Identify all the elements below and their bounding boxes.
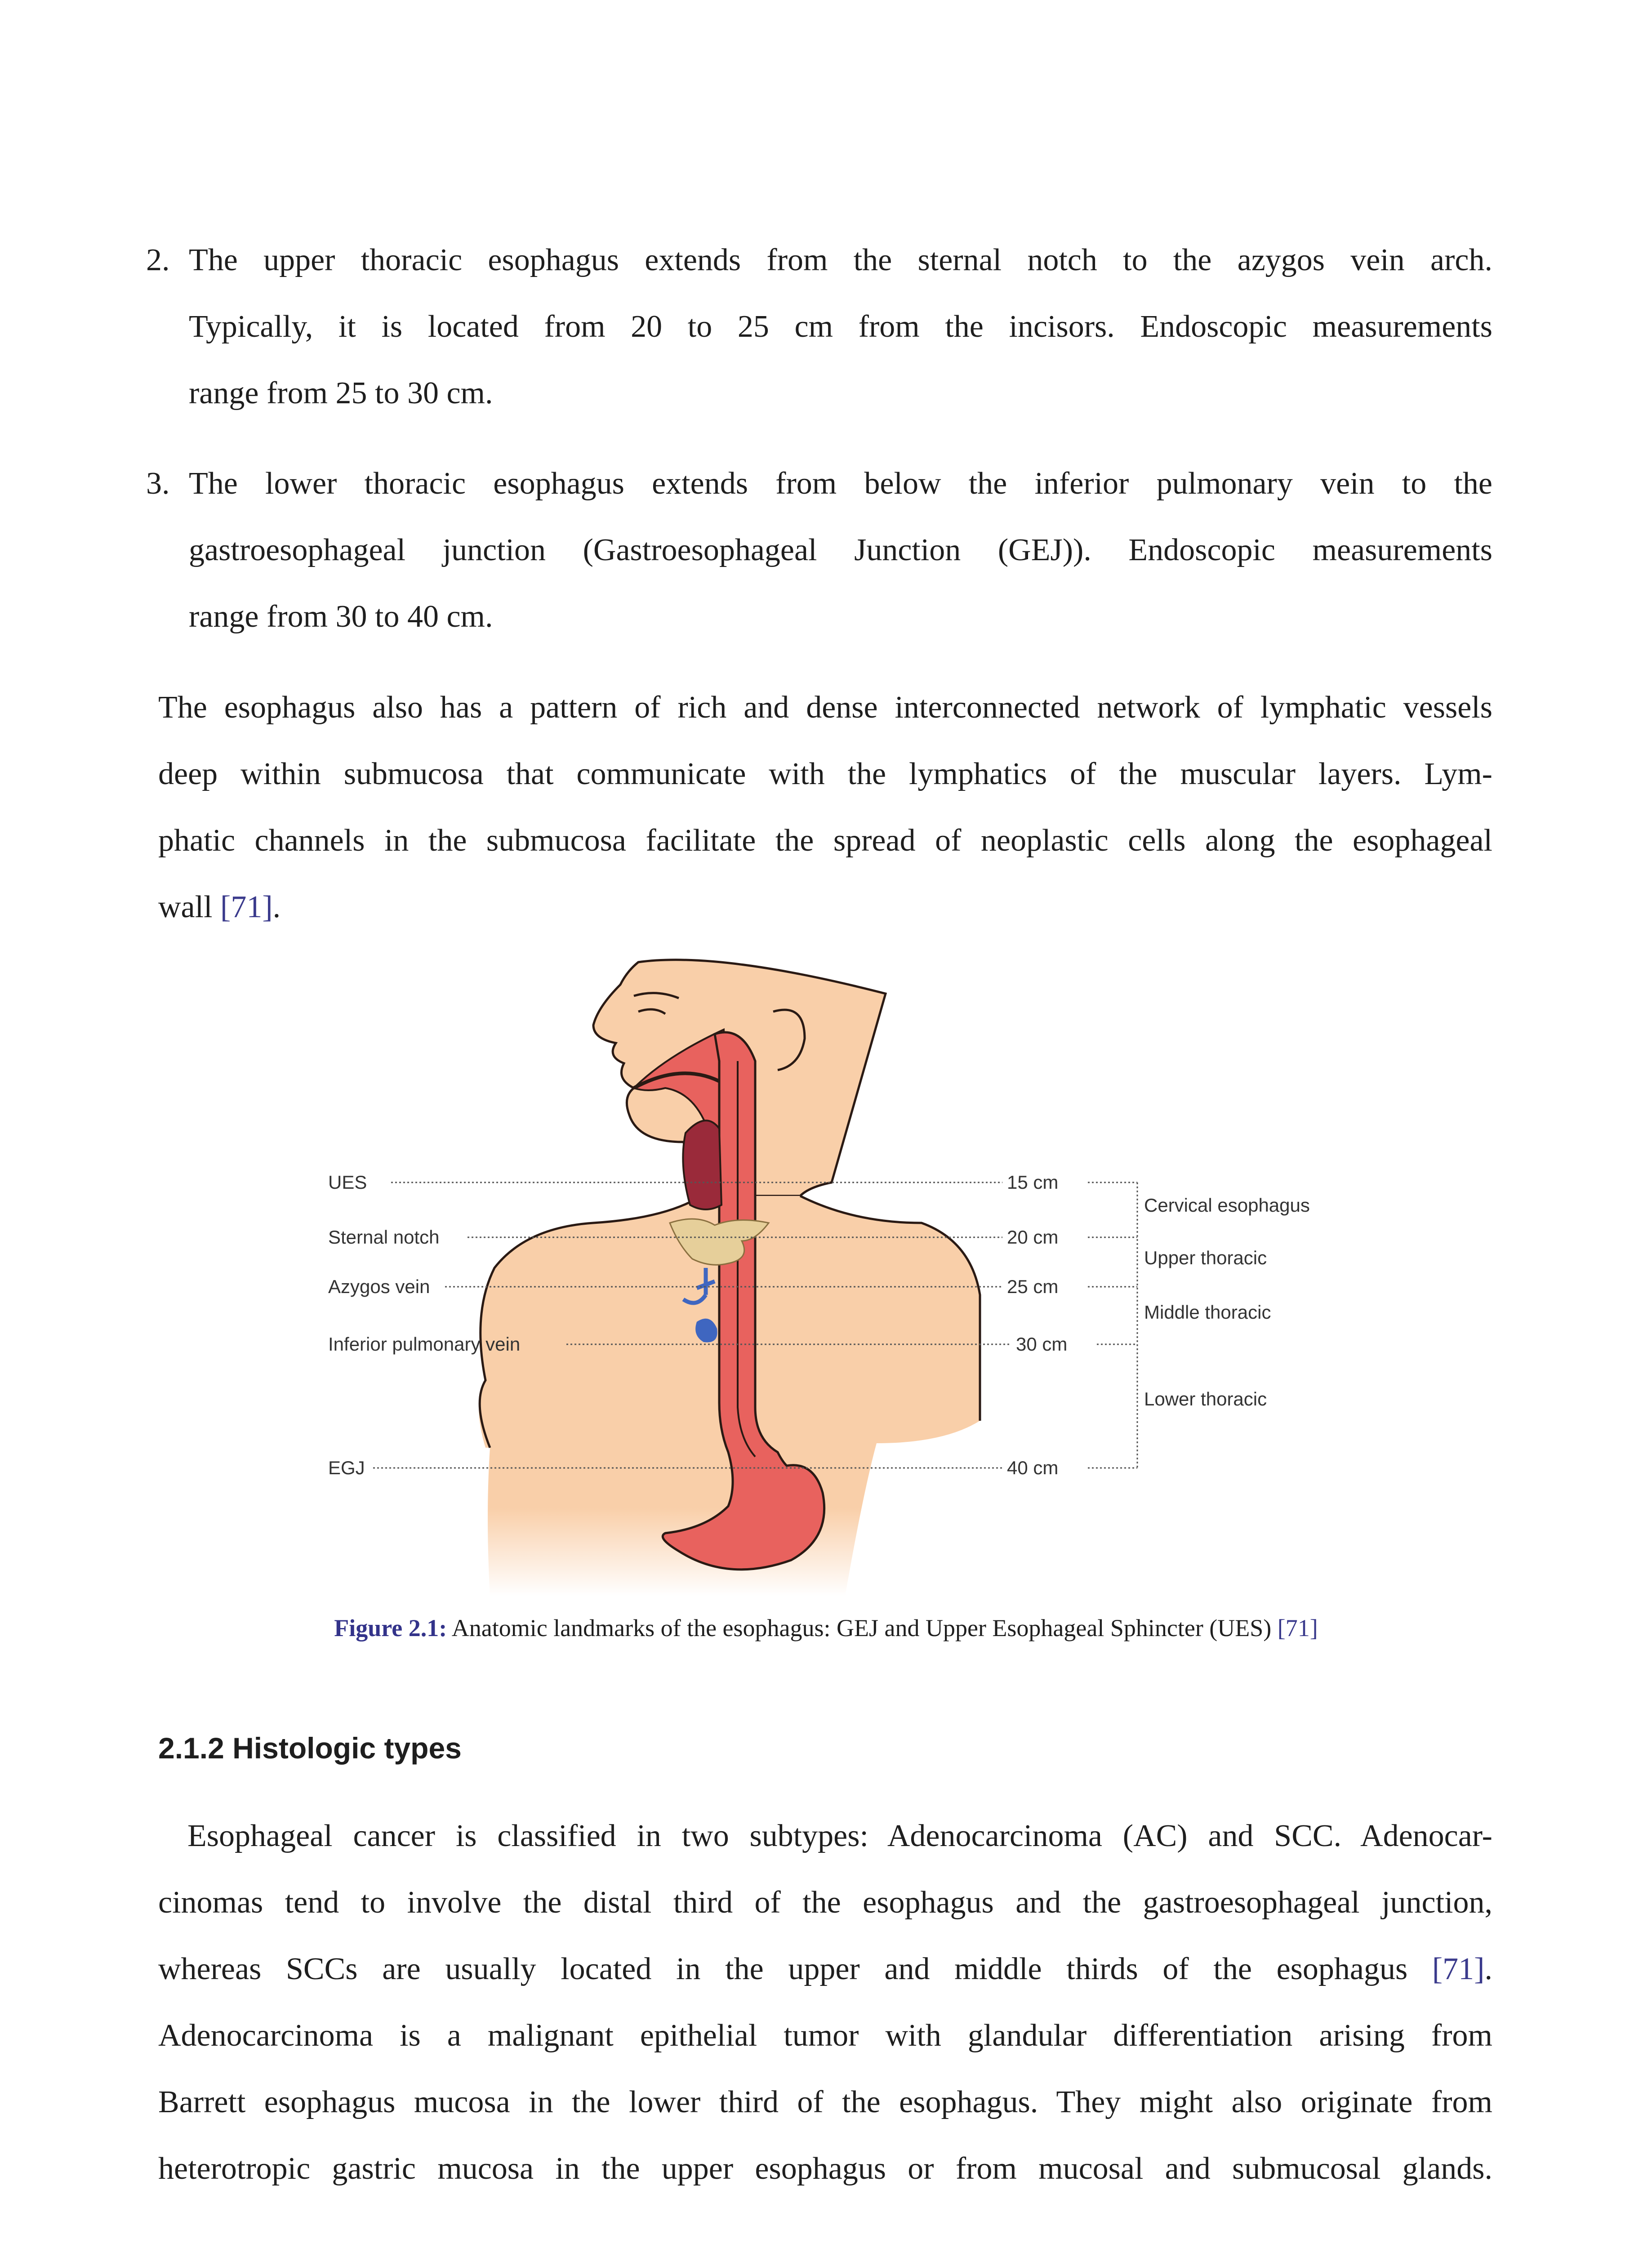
label-20cm: 20 cm <box>1007 1227 1059 1248</box>
paragraph-line: deep within submucosa that communicate with the lymphatics of the muscular layers. Lym- <box>158 757 1492 791</box>
label-upper-thoracic: Upper thoracic <box>1144 1247 1267 1268</box>
list-item-number: 2. <box>146 243 170 277</box>
paragraph-line: Adenocarcinoma is a malignant epithelial tumor with glandular differentiation arising from <box>158 2018 1492 2053</box>
figure-label[interactable]: Figure 2.1: <box>334 1615 447 1641</box>
list-item <box>146 450 1492 650</box>
paragraph-text: . <box>272 890 281 924</box>
body-paragraph <box>158 1803 1492 2202</box>
list-item-line: The lower thoracic esophagus extends from below the inferior pulmonary vein to the <box>189 466 1492 501</box>
label-azygos-vein: Azygos vein <box>328 1276 430 1297</box>
list-item-line: Typically, it is located from 20 to 25 cm from the incisors. Endoscopic measurements <box>189 309 1492 344</box>
list-item-line: gastroesophageal junction (Gastroesophageal Junction (GEJ)). Endoscopic measurements <box>189 533 1492 567</box>
label-40cm: 40 cm <box>1007 1457 1059 1478</box>
label-30cm: 30 cm <box>1016 1334 1068 1355</box>
paragraph-line: The esophagus also has a pattern of rich and dense interconnected network of lymphatic vessels <box>158 690 1492 725</box>
paragraph-line: Esophageal cancer is classified in two subtypes: Adenocarcinoma (AC) and SCC. Adenocar- <box>187 1819 1492 1853</box>
section-heading: 2.1.2 Histologic types <box>158 1731 462 1765</box>
list-item-line: range from 25 to 30 cm. <box>189 376 493 410</box>
paragraph-line <box>158 1936 1492 2003</box>
paragraph-text: . <box>1484 1952 1492 1986</box>
label-ues: UES <box>328 1172 367 1193</box>
figure-caption <box>0 1614 1652 1642</box>
caption-text: Anatomic landmarks of the esophagus: GEJ and Upper Esophageal Sphincter (UES) <box>447 1615 1278 1641</box>
esophagus-diagram <box>324 953 1349 1596</box>
paragraph-line <box>158 874 1492 941</box>
list-item-line: The upper thoracic esophagus extends from the sternal notch to the azygos vein arch. <box>189 243 1492 277</box>
body-paragraph <box>158 674 1492 941</box>
label-15cm: 15 cm <box>1007 1172 1059 1193</box>
paragraph-text: wall <box>158 890 221 924</box>
citation-link[interactable]: [71] <box>1277 1615 1318 1641</box>
paragraph-line: Barrett esophagus mucosa in the lower third of the esophagus. They might also originate from <box>158 2085 1492 2119</box>
list-item <box>146 227 1492 427</box>
citation-link[interactable]: [71] <box>1432 1952 1485 1986</box>
paragraph-text: whereas SCCs are usually located in the upper and middle thirds of the esophagus <box>158 1952 1432 1986</box>
paragraph-line: cinomas tend to involve the distal third of the esophagus and the gastroesophageal junction, <box>158 1885 1492 1920</box>
citation-link[interactable]: [71] <box>220 890 273 924</box>
list-item-line: range from 30 to 40 cm. <box>189 599 493 634</box>
label-25cm: 25 cm <box>1007 1276 1059 1297</box>
paragraph-line: phatic channels in the submucosa facilitate the spread of neoplastic cells along the esophageal <box>158 823 1492 858</box>
label-egj: EGJ <box>328 1457 365 1478</box>
paragraph-line: heterotropic gastric mucosa in the upper esophagus or from mucosal and submucosal glands. <box>158 2151 1492 2186</box>
label-middle-thoracic: Middle thoracic <box>1144 1302 1271 1323</box>
label-sternal-notch: Sternal notch <box>328 1227 440 1248</box>
anatomy-figure <box>324 953 1349 1596</box>
larynx-shape <box>683 1120 721 1209</box>
label-inferior-pulmonary-vein: Inferior pulmonary vein <box>328 1334 521 1355</box>
label-lower-thoracic: Lower thoracic <box>1144 1388 1267 1409</box>
list-item-number: 3. <box>146 466 170 501</box>
label-cervical-esophagus: Cervical esophagus <box>1144 1195 1310 1216</box>
